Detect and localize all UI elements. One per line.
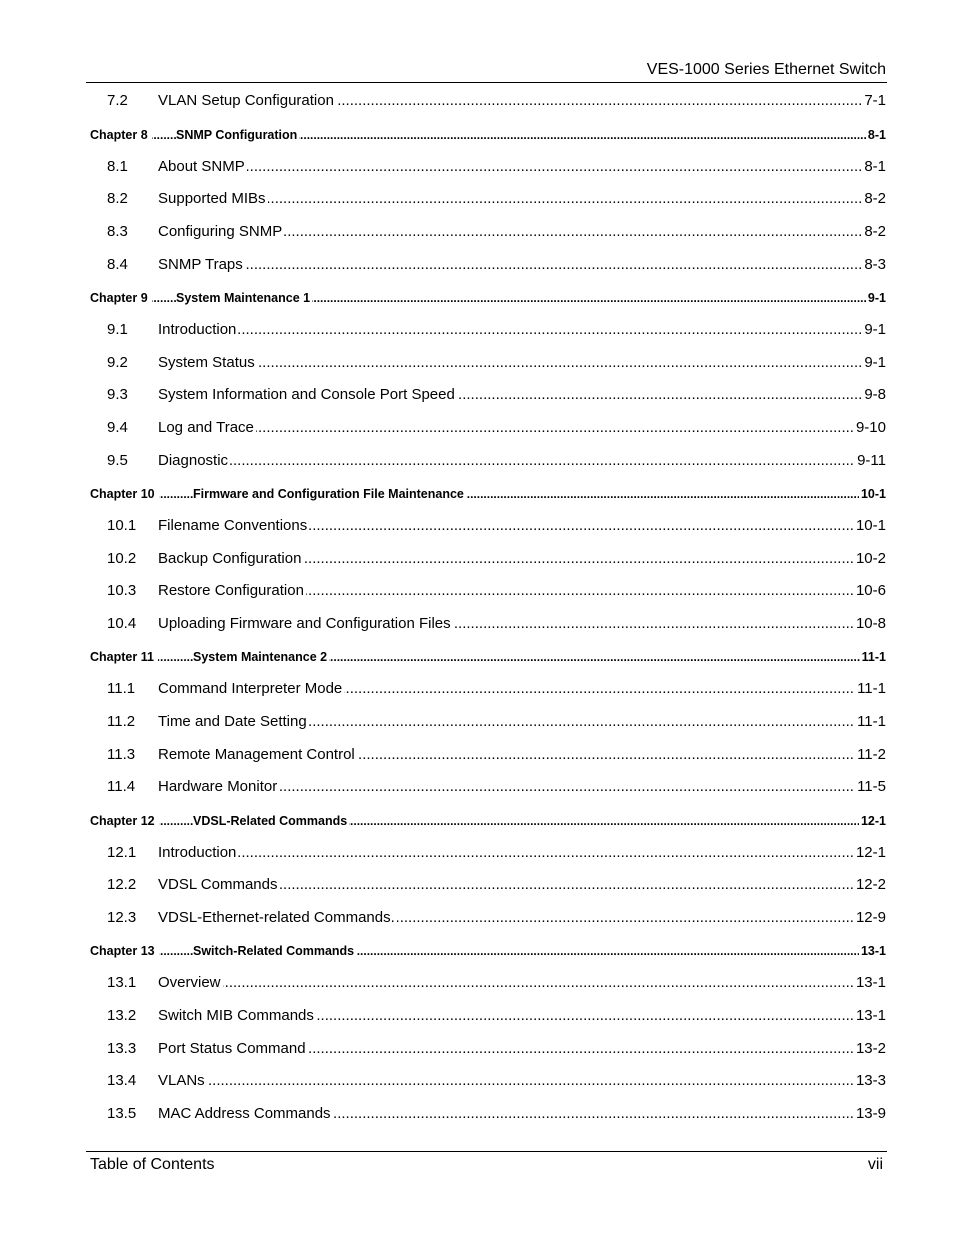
page-header	[86, 60, 887, 83]
section-number: 9.3	[107, 386, 128, 403]
section-title: Overview	[158, 974, 221, 991]
toc-entry-7-2[interactable]	[0, 91, 954, 111]
section-number: 8.4	[107, 256, 128, 273]
toc-entry-9-3[interactable]	[0, 385, 954, 405]
toc-entry-11-3[interactable]	[0, 745, 954, 765]
toc-chapter-12[interactable]	[0, 811, 954, 831]
section-number: 10.2	[107, 550, 137, 567]
section-number: 11.3	[107, 746, 136, 763]
section-title: Restore Configuration	[158, 582, 304, 599]
toc-entry-10-2[interactable]	[0, 549, 954, 569]
footer-section-label: Table of Contents	[90, 1156, 215, 1173]
leader-dots	[158, 353, 886, 373]
section-number: 13.5	[107, 1105, 137, 1122]
page-number: 9-8	[864, 386, 886, 403]
page-footer	[86, 1151, 887, 1176]
toc-entry-9-2[interactable]	[0, 353, 954, 373]
leader-dots	[158, 418, 886, 438]
section-number: 9.2	[107, 354, 128, 371]
section-number: 9.5	[107, 452, 128, 469]
toc-entry-13-5[interactable]	[0, 1104, 954, 1124]
chapter-number: Chapter 12	[90, 811, 159, 831]
page-number: 10-1	[859, 484, 886, 504]
leader-dots	[158, 255, 886, 275]
toc-entry-13-4[interactable]	[0, 1071, 954, 1091]
page-number: 8-1	[864, 158, 886, 175]
page-number: 10-6	[855, 582, 886, 599]
section-title: SNMP Traps	[158, 256, 243, 273]
leader-dots	[158, 157, 886, 177]
toc-entry-12-1[interactable]	[0, 843, 954, 863]
leader-dots	[158, 1071, 886, 1091]
page-number: 10-2	[855, 550, 886, 567]
toc-entry-8-2[interactable]	[0, 189, 954, 209]
section-number: 13.4	[107, 1072, 137, 1089]
chapter-number: Chapter 11	[90, 647, 158, 667]
toc-entry-13-2[interactable]	[0, 1006, 954, 1026]
toc-entry-13-1[interactable]	[0, 973, 954, 993]
section-number: 10.4	[107, 615, 137, 632]
toc-entry-12-2[interactable]	[0, 875, 954, 895]
page-number: 12-2	[855, 876, 886, 893]
section-title: System Information and Console Port Speed	[158, 386, 455, 403]
page-number: 13-9	[855, 1105, 886, 1122]
toc-entry-12-3[interactable]	[0, 908, 954, 928]
chapter-title: VDSL-Related Commands	[193, 811, 349, 831]
section-number: 7.2	[107, 92, 128, 109]
toc-entry-11-4[interactable]	[0, 777, 954, 797]
section-title: VLAN Setup Configuration	[158, 92, 334, 109]
section-title: Backup Configuration	[158, 550, 302, 567]
section-number: 10.3	[107, 582, 137, 599]
page-number: 9-1	[864, 354, 886, 371]
document-title: VES-1000 Series Ethernet Switch	[646, 61, 886, 78]
section-number: 13.1	[107, 974, 137, 991]
page-number: 11-1	[860, 647, 886, 667]
toc-entry-13-3[interactable]	[0, 1039, 954, 1059]
page-number: 13-2	[855, 1040, 886, 1057]
section-number: 9.4	[107, 419, 128, 436]
page-number: 8-1	[866, 125, 886, 145]
section-number: 11.4	[107, 778, 136, 795]
page-number: 11-1	[857, 680, 886, 697]
section-title: VDSL Commands	[158, 876, 278, 893]
section-title: Uploading Firmware and Configuration Files	[158, 615, 451, 632]
chapter-number: Chapter 13	[90, 941, 159, 961]
chapter-title: SNMP Configuration	[176, 125, 299, 145]
section-number: 9.1	[107, 321, 128, 338]
section-title: Introduction	[158, 321, 237, 338]
page-number: 9-11	[857, 452, 886, 469]
leader-dots	[158, 843, 886, 863]
chapter-title: System Maintenance 1	[176, 288, 312, 308]
section-number: 13.2	[107, 1007, 137, 1024]
page-number: 10-1	[855, 517, 886, 534]
toc-chapter-11[interactable]	[0, 647, 954, 667]
section-number: 11.1	[107, 680, 136, 697]
chapter-title: Firmware and Configuration File Maintenance	[193, 484, 466, 504]
section-title: Log and Trace	[158, 419, 254, 436]
toc-entry-8-1[interactable]	[0, 157, 954, 177]
section-number: 8.3	[107, 223, 128, 240]
page-number: 8-2	[864, 223, 886, 240]
section-number: 8.1	[107, 158, 128, 175]
leader-dots	[158, 451, 886, 471]
section-number: 12.2	[107, 876, 137, 893]
page-number: 7-1	[864, 92, 886, 109]
page-number: 8-2	[864, 190, 886, 207]
chapter-title: Switch-Related Commands	[193, 941, 356, 961]
section-title: VDSL-Ethernet-related Commands.	[158, 909, 395, 926]
section-title: Hardware Monitor	[158, 778, 278, 795]
section-number: 11.2	[107, 713, 136, 730]
toc-chapter-10[interactable]	[0, 484, 954, 504]
page-number: 11-5	[857, 778, 886, 795]
toc-entry-9-5[interactable]	[0, 451, 954, 471]
chapter-number: Chapter 10	[90, 484, 159, 504]
page-number: 12-1	[855, 844, 886, 861]
page-number: 13-1	[855, 974, 886, 991]
toc-chapter-8[interactable]	[0, 125, 954, 145]
section-title: VLANs	[158, 1072, 205, 1089]
section-number: 10.1	[107, 517, 137, 534]
chapter-title: System Maintenance 2	[193, 647, 329, 667]
section-title: Filename Conventions	[158, 517, 308, 534]
chapter-number: Chapter 9	[90, 288, 152, 308]
page-number: 9-1	[866, 288, 886, 308]
section-title: Introduction	[158, 844, 237, 861]
section-number: 8.2	[107, 190, 128, 207]
toc-entry-11-2[interactable]	[0, 712, 954, 732]
page-number: 8-3	[864, 256, 886, 273]
section-title: MAC Address Commands	[158, 1105, 331, 1122]
page-number: 12-9	[855, 909, 886, 926]
page-number: 11-2	[857, 746, 886, 763]
leader-dots	[158, 320, 886, 340]
section-title: Remote Management Control	[158, 746, 355, 763]
page-number: 12-1	[859, 811, 886, 831]
page-number: 10-8	[855, 615, 886, 632]
section-title: About SNMP	[158, 158, 245, 175]
section-title: Port Status Command	[158, 1040, 306, 1057]
toc-entry-11-1[interactable]	[0, 679, 954, 699]
section-title: Switch MIB Commands	[158, 1007, 314, 1024]
section-number: 12.1	[107, 844, 137, 861]
toc-chapter-13[interactable]	[0, 941, 954, 961]
toc-entry-10-3[interactable]	[0, 581, 954, 601]
toc-entry-10-4[interactable]	[0, 614, 954, 634]
page-number: 13-1	[859, 941, 886, 961]
toc-entry-9-1[interactable]	[0, 320, 954, 340]
page-number: 11-1	[857, 713, 886, 730]
page-number: 9-1	[864, 321, 886, 338]
leader-dots	[158, 973, 886, 993]
toc-entry-8-3[interactable]	[0, 222, 954, 242]
page-number: 9-10	[855, 419, 886, 436]
toc-chapter-9[interactable]	[0, 288, 954, 308]
toc-entry-9-4[interactable]	[0, 418, 954, 438]
section-title: Configuring SNMP	[158, 223, 283, 240]
footer-page-number: vii	[867, 1156, 883, 1173]
toc-entry-8-4[interactable]	[0, 255, 954, 275]
section-title: Supported MIBs	[158, 190, 266, 207]
page-number: 13-3	[855, 1072, 886, 1089]
section-title: Time and Date Setting	[158, 713, 307, 730]
section-title: System Status	[158, 354, 255, 371]
section-number: 12.3	[107, 909, 137, 926]
toc-entry-10-1[interactable]	[0, 516, 954, 536]
section-title: Diagnostic	[158, 452, 229, 469]
section-number: 13.3	[107, 1040, 137, 1057]
page-number: 13-1	[855, 1007, 886, 1024]
chapter-number: Chapter 8	[90, 125, 152, 145]
section-title: Command Interpreter Mode	[158, 680, 343, 697]
